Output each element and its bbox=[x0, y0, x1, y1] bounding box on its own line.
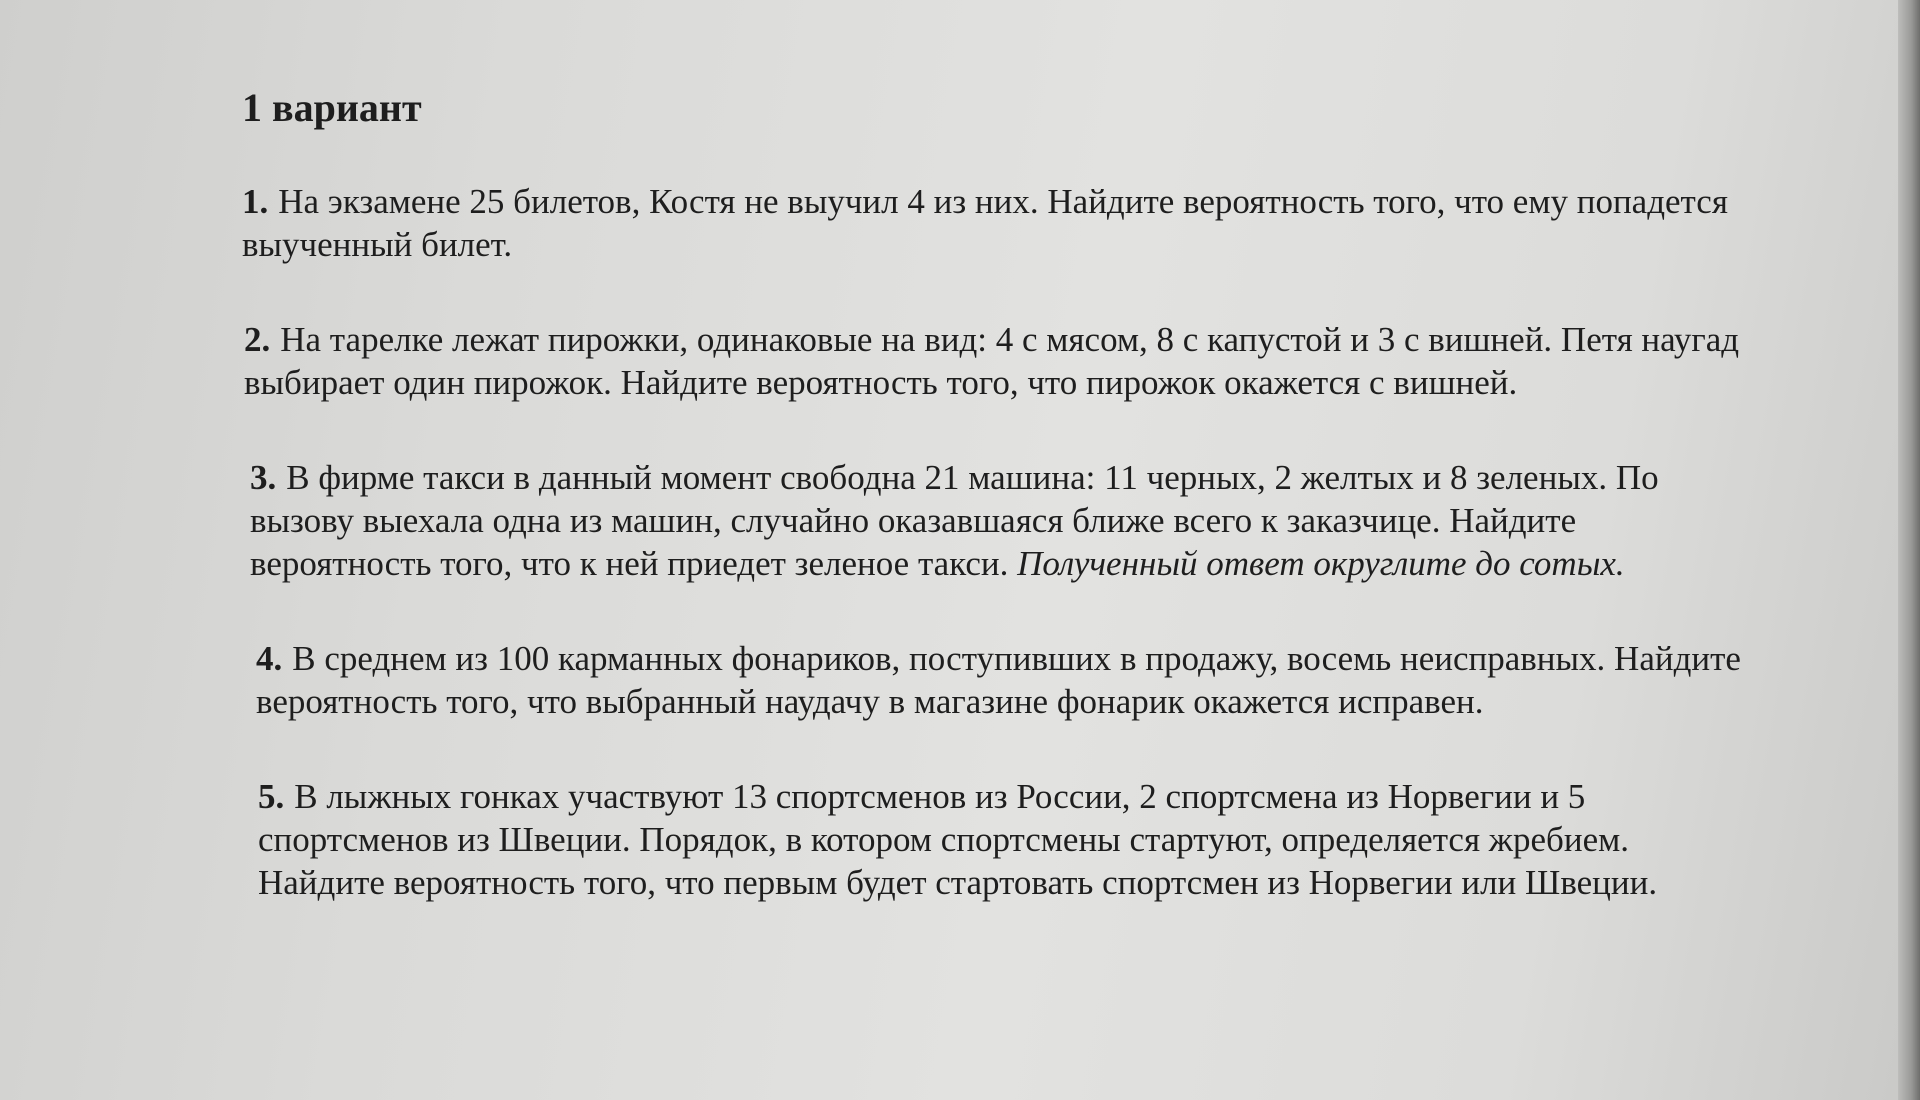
problem-4 bbox=[256, 637, 1762, 723]
document-content bbox=[242, 78, 1762, 956]
problem-number: 4. bbox=[256, 639, 283, 678]
problem-number: 5. bbox=[258, 777, 285, 816]
problem-number: 1. bbox=[242, 182, 269, 221]
problem-text: В фирме такси в данный момент свободна 21 машина: 11 черных, 2 желтых и 8 зеленых. По вызову выехала одна из машин, случайно оказавшаяся ближе всего к заказчице. Найдите вероятность того, что к ней приедет зеленое такси. bbox=[250, 458, 1659, 583]
problem-text: На тарелке лежат пирожки, одинаковые на вид: 4 с мясом, 8 с капустой и 3 с вишней. Петя наугад выбирает один пирожок. Найдите вероятность того, что пирожок окажется с вишней. bbox=[244, 320, 1740, 402]
problem-text: В лыжных гонках участвуют 13 спортсменов из России, 2 спортсмена из Норвегии и 5 спортсменов из Швеции. Порядок, в котором спортсмены стартуют, определяется жребием. Найдите вероятность того, что первым будет стартовать спортсмен из Норвегии или Швеции. bbox=[258, 777, 1658, 902]
problem-number: 2. bbox=[244, 320, 271, 359]
problem-text: В среднем из 100 карманных фонариков, поступивших в продажу, восемь неисправных. Найдите вероятность того, что выбранный наудачу в магазине фонарик окажется исправен. bbox=[256, 639, 1741, 721]
problem-2 bbox=[244, 318, 1762, 404]
problem-1 bbox=[242, 180, 1762, 266]
problem-3 bbox=[250, 456, 1762, 585]
page-edge-shadow bbox=[1898, 0, 1920, 1100]
problem-5 bbox=[258, 775, 1762, 904]
problem-italic-note: Полученный ответ округлите до сотых. bbox=[1017, 544, 1625, 583]
variant-title: 1 вариант bbox=[242, 85, 422, 130]
problem-number: 3. bbox=[250, 458, 277, 497]
problem-text: На экзамене 25 билетов, Костя не выучил 4 из них. Найдите вероятность того, что ему попадется выученный билет. bbox=[242, 182, 1728, 264]
